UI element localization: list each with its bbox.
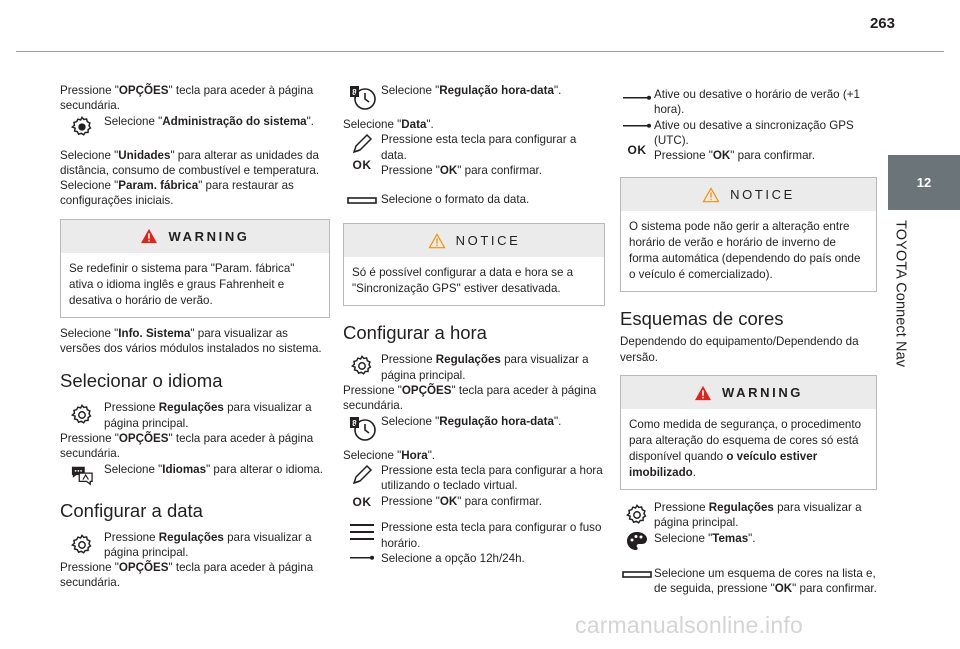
chapter-title-vertical — [880, 220, 920, 450]
paragraph: Pressione "OK" para confirmar. — [654, 149, 815, 163]
chapter-tab-label: 12 — [916, 174, 932, 190]
paragraph: Pressione "OPÇÕES" tecla para aceder à página secundária. — [343, 384, 597, 413]
settings-gear-icon — [60, 530, 104, 556]
warning-text: Se redefinir o sistema para "Param. fábrica" ativa o idioma inglês e graus Fahrenheit e desativa o horário de verão. — [69, 261, 295, 307]
warning-title: WARNING — [721, 384, 804, 400]
notice-box — [620, 177, 877, 292]
warning-triangle-icon — [694, 385, 712, 401]
warning-box — [60, 219, 330, 318]
paragraph: Selecione "Param. fábrica" para restaurar as configurações iniciais. — [60, 179, 294, 208]
paragraph: Selecione "Unidades" para alterar as unidades da distância, consumo de combustível e temperatura. — [60, 148, 320, 177]
notice-triangle-icon — [702, 187, 720, 203]
instruction-row — [343, 132, 605, 178]
instruction-row — [343, 352, 605, 383]
paragraph: Selecione a opção 12h/24h. — [381, 551, 525, 565]
instruction-row — [343, 520, 605, 566]
svg-text:8: 8 — [352, 88, 357, 97]
paragraph: Ative ou desative a sincronização GPS (UTC). — [654, 118, 854, 147]
settings-gear-icon — [60, 400, 104, 426]
section-heading-hora: Configurar a hora — [343, 322, 487, 344]
paragraph: Pressione Regulações para visualizar a página principal. — [654, 501, 862, 530]
instruction-row — [60, 530, 330, 561]
warning-triangle-icon — [140, 228, 158, 244]
paragraph: Selecione "Regulação hora-data". — [381, 84, 562, 97]
paragraph: Pressione "OPÇÕES" tecla para aceder à página secundária. — [60, 561, 314, 590]
notice-title: NOTICE — [730, 187, 795, 203]
notice-text: Só é possível configurar a data e hora se a "Sincronização GPS" estiver desativada. — [352, 266, 574, 296]
ok-icon: OK — [627, 143, 647, 157]
paragraph: Selecione "Info. Sistema" para visualizar as versões dos vários módulos instalados no sistema. — [60, 326, 322, 356]
instruction-row — [60, 114, 330, 138]
clock-calendar-icon — [343, 414, 381, 442]
notice-box — [343, 223, 605, 306]
instruction-row — [343, 83, 605, 111]
instruction-row — [60, 400, 330, 431]
menu-list-icon — [343, 520, 381, 566]
settings-gear-icon — [626, 504, 648, 526]
paragraph: Pressione "OPÇÕES" tecla para aceder à página secundária. — [60, 84, 314, 113]
paragraph-group — [381, 132, 605, 178]
theme-icon-group — [620, 500, 654, 552]
palette-icon — [625, 530, 649, 552]
chapter-title-text: TOYOTA Connect Nav — [892, 220, 909, 368]
paragraph: Dependendo do equipamento/Dependendo da versão. — [620, 335, 859, 364]
instruction-row — [343, 192, 605, 207]
warning-box — [620, 375, 877, 490]
warning-text: Como medida de segurança, o procedimento para alteração do esquema de cores só está disponível quando o veículo estiver imobilizado. — [629, 418, 862, 480]
chapter-tab — [888, 155, 960, 210]
pencil-icon — [350, 132, 374, 156]
column-3 — [620, 87, 877, 597]
clock-calendar-icon — [343, 83, 381, 111]
toggle-slider-icon — [623, 95, 651, 101]
notice-title: NOTICE — [455, 233, 521, 249]
paragraph: Selecione "Temas". — [654, 531, 756, 545]
paragraph: Pressione esta tecla para configurar a data. — [381, 133, 577, 162]
paragraph: Selecione o formato da data. — [381, 193, 530, 207]
instruction-row — [343, 414, 605, 442]
paragraph: Pressione Regulações para visualizar a página principal. — [104, 401, 312, 430]
paragraph: Ative ou desative o horário de verão (+1 hora). — [654, 88, 860, 117]
warning-title: WARNING — [168, 228, 250, 244]
format-bar-icon — [620, 566, 654, 581]
toggle-icon-group — [620, 87, 654, 158]
paragraph-group — [381, 520, 605, 566]
paragraph: Pressione esta tecla para configurar o fuso horário. — [381, 521, 602, 550]
paragraph-group — [654, 87, 877, 163]
page-number: 263 — [869, 15, 895, 32]
warning-header — [621, 376, 876, 409]
paragraph: Pressione Regulações para visualizar a página principal. — [104, 530, 312, 559]
warning-header — [61, 220, 329, 253]
paragraph: Pressione esta tecla para configurar a hora utilizando o teclado virtual. — [381, 463, 603, 493]
notice-triangle-icon — [428, 233, 446, 249]
svg-text:8: 8 — [352, 418, 357, 428]
language-chat-icon — [60, 462, 104, 486]
paragraph: Pressione "OK" para confirmar. — [381, 163, 542, 177]
instruction-row — [620, 500, 877, 552]
watermark: carmanualsonline.info — [575, 612, 803, 638]
notice-text: O sistema pode não gerir a alteração entre horário de verão e horário de inverno de forma automática (dependendo do país onde o veículo é comercializado). — [629, 220, 861, 282]
paragraph: Selecione "Administração do sistema". — [104, 114, 314, 128]
section-heading-data: Configurar a data — [60, 499, 203, 521]
ok-icon: OK — [352, 158, 372, 173]
edit-ok-icon-group — [343, 463, 381, 510]
section-heading-idioma: Selecionar o idioma — [60, 370, 223, 392]
paragraph: Selecione "Hora". — [343, 448, 436, 462]
instruction-row — [60, 462, 330, 486]
paragraph: Pressione "OPÇÕES" tecla para aceder à página secundária. — [60, 431, 314, 461]
instruction-row — [343, 463, 605, 510]
top-divider — [16, 51, 944, 52]
instruction-row — [620, 566, 877, 597]
paragraph: Pressione Regulações para visualizar a página principal. — [381, 353, 589, 382]
column-2 — [343, 83, 605, 566]
section-heading-cores: Esquemas de cores — [620, 308, 784, 330]
instruction-row — [620, 87, 877, 163]
paragraph-group — [654, 500, 877, 546]
ok-icon: OK — [352, 494, 372, 509]
pencil-icon — [350, 463, 374, 487]
notice-header — [344, 224, 604, 257]
settings-gear-icon — [60, 114, 104, 138]
paragraph: Selecione um esquema de cores na lista e, de seguida, pressione "OK" para confirmar. — [654, 567, 877, 596]
edit-ok-icon-group — [343, 132, 381, 173]
toggle-slider-icon — [623, 123, 651, 129]
paragraph: Pressione "OK" para confirmar. — [381, 494, 542, 508]
format-bar-icon — [343, 192, 381, 207]
paragraph-group — [381, 463, 605, 509]
settings-gear-icon — [343, 352, 381, 377]
column-1 — [60, 83, 330, 591]
paragraph: Selecione "Idiomas" para alterar o idioma. — [104, 462, 323, 476]
paragraph: Selecione "Data". — [343, 118, 434, 131]
paragraph: Selecione "Regulação hora-data". — [381, 414, 562, 428]
notice-header — [621, 178, 876, 211]
